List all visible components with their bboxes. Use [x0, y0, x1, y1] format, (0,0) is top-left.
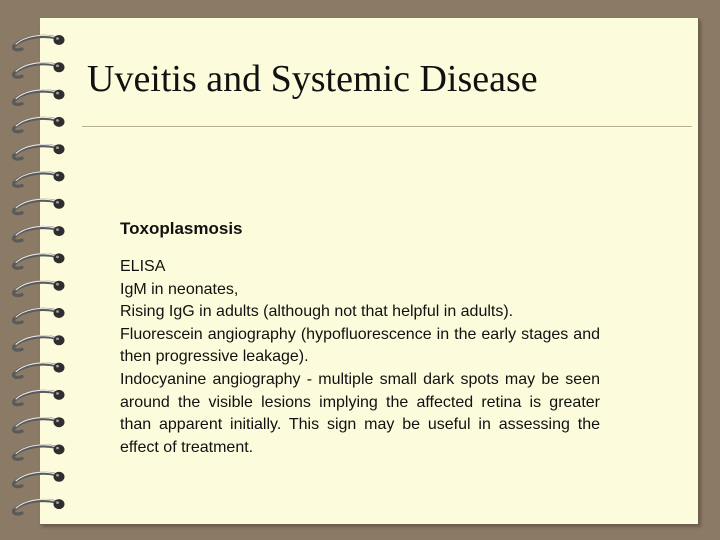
binding-ring-icon	[13, 172, 64, 187]
binding-ring-icon	[13, 144, 64, 159]
section-heading: Toxoplasmosis	[120, 219, 243, 238]
spiral-binding-icon	[0, 0, 90, 540]
binding-ring-icon	[13, 199, 64, 214]
binding-ring-icon	[13, 253, 64, 268]
binding-ring-icon	[13, 35, 64, 50]
binding-ring-icon	[13, 281, 64, 296]
binding-ring-icon	[13, 445, 64, 460]
binding-ring-icon	[13, 226, 64, 241]
body-line-fluorescein: Fluorescein angiography (hypofluorescence in the early stages and then progressive leakage).	[120, 325, 600, 366]
binding-ring-icon	[13, 499, 64, 514]
body-line-igg: Rising IgG in adults (although not that helpful in adults).	[120, 303, 514, 321]
binding-ring-icon	[13, 472, 64, 487]
binding-ring-icon	[13, 390, 64, 405]
slide-body	[120, 218, 600, 459]
binding-ring-icon	[13, 90, 64, 105]
binding-ring-icon	[13, 363, 64, 378]
binding-ring-icon	[13, 335, 64, 350]
title-divider	[82, 126, 692, 128]
binding-ring-icon	[13, 62, 64, 77]
binding-ring-icon	[13, 117, 64, 132]
slide-title: Uveitis and Systemic Disease	[87, 58, 538, 100]
body-line-elisa: ELISA	[120, 258, 166, 275]
binding-ring-icon	[13, 417, 64, 432]
body-line-igm: IgM in neonates,	[120, 280, 239, 298]
body-lines	[120, 256, 600, 459]
body-line-indocyanine: Indocyanine angiography - multiple small dark spots may be seen around the visible lesions implying the affected retina is greater than apparent initially. This sign may be useful in assessing the effect of treatment.	[120, 370, 600, 456]
binding-ring-icon	[13, 308, 64, 323]
notebook-page	[40, 18, 699, 525]
